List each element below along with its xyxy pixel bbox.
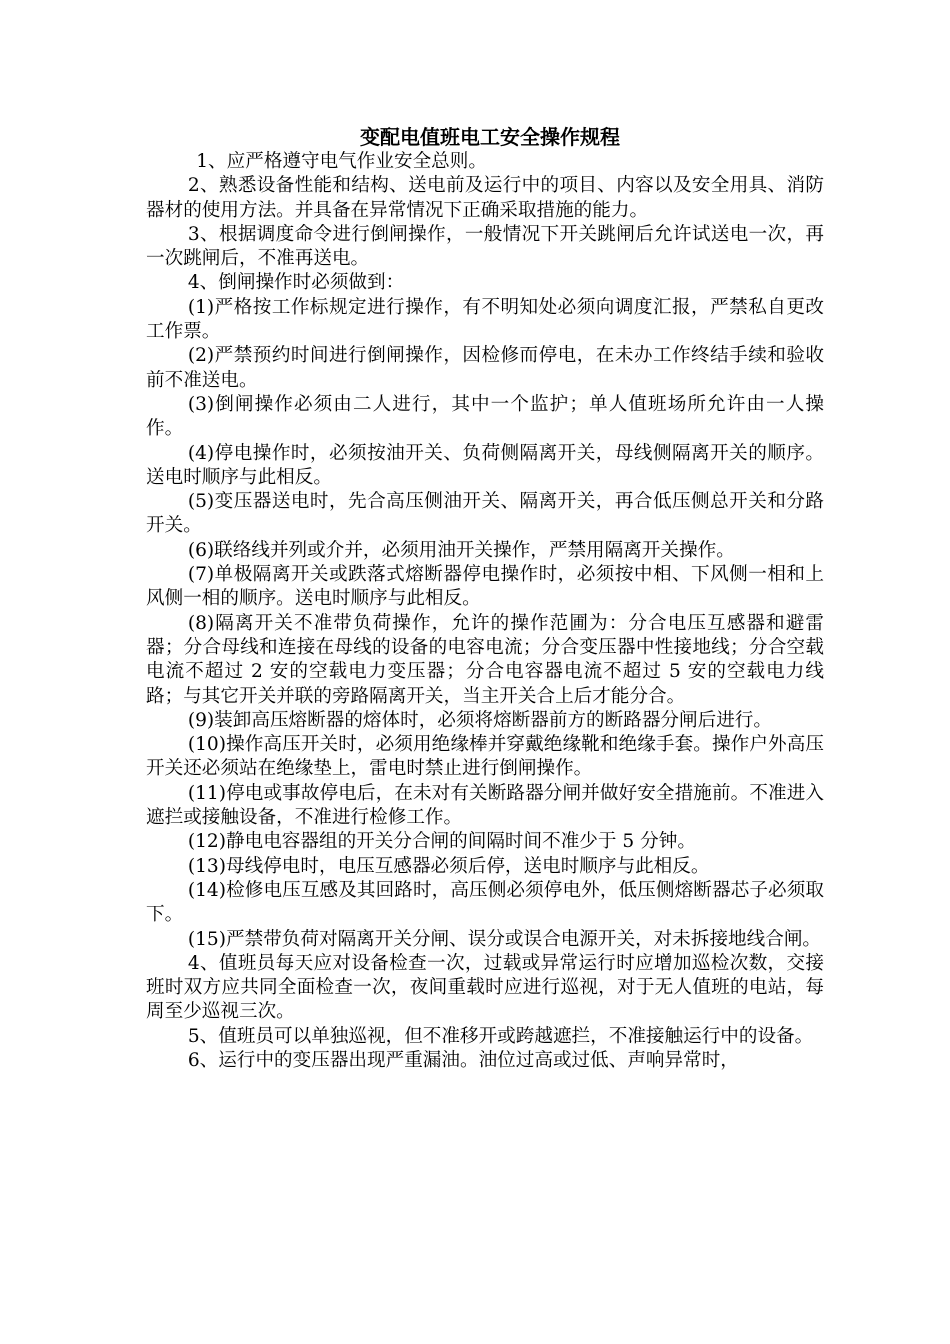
paragraph: 5、值班员可以单独巡视，但不准移开或跨越遮拦，不准接触运行中的设备。: [187, 1025, 814, 1047]
paragraph: 2、熟悉设备性能和结构、送电前及运行中的项目、内容以及安全用具、消防器材的使用方法。并具备在异常情况下正确采取措施的能力。: [146, 175, 824, 221]
paragraph: (5)变压器送电时，先合高压侧油开关、隔离开关，再合低压侧总开关和分路开关。: [146, 491, 824, 537]
paragraph: (8)隔离开关不准带负荷操作，允许的操作范圃为：分合电压互感器和避雷器；分合母线和连接在母线的设备的电容电流；分合变压器中性接地线；分合空载电流不超过 2 安的空载电力变压器；分合电容器电流不超过 5 安的空载电力线路；与其它开关并联的旁路隔离开关，当主开关合上后才能分合。: [146, 612, 824, 707]
document-title: 变配电值班电工安全操作规程: [360, 125, 620, 149]
paragraph: (13)母线停电时，电压互感器必须后停，送电时顺序与此相反。: [187, 855, 710, 877]
paragraph: (9)装卸高压熔断器的熔体时，必须将熔断器前方的断路器分闸后进行。: [187, 709, 772, 731]
paragraph: (14)检修电压互感及其回路时，高压侧必须停电外，低压侧熔断器芯子必须取下。: [146, 879, 824, 926]
paragraph: 3、根据调度命令进行倒闸操作，一般情况下开关跳闸后允许试送电一次，再一次跳闸后，不准再送电。: [146, 223, 824, 270]
paragraph: (15)严禁带负荷对隔离开关分闸、误分或误合电源开关，对未拆接地线合闸。: [187, 928, 822, 950]
paragraph: (12)静电电容器组的开关分合闸的间隔时间不准少于 5 分钟。: [187, 831, 696, 853]
paragraph: (4)停电操作时，必须按油开关、负荷侧隔离开关，母线侧隔离开关的顺序。送电时顺序与此相反。: [146, 442, 824, 488]
paragraph: 4、值班员每天应对设备检查一次，过载或异常运行时应增加巡检次数，交接班时双方应共同全面检查一次，夜间重载时应进行巡视，对于无人值班的电站，每周至少巡视三次。: [146, 952, 824, 1023]
paragraph: (10)操作高压开关时，必须用绝缘棒并穿戴绝缘靴和绝缘手套。操作户外高压开关还必须站在绝缘垫上，雷电时禁止进行倒闸操作。: [146, 734, 824, 780]
paragraph: (6)联络线并列或介并，必须用油开关操作，严禁用隔离开关操作。: [187, 539, 735, 561]
paragraph: (1)严格按工作标规定进行操作，有不明知处必须向调度汇报，严禁私自更改工作票。: [146, 296, 824, 343]
paragraph: (11)停电或事故停电后，在未对有关断路器分闸并做好安全措施前。不准进入遮拦或接触设备，不准进行检修工作。: [146, 782, 824, 829]
paragraph: 4、倒闸操作时必须做到：: [187, 272, 405, 294]
document-body: [146, 124, 824, 1073]
paragraph: (2)严禁预约时间进行倒闸操作，因检修而停电，在未办工作终结手续和验收前不准送电。: [146, 345, 824, 391]
paragraph: (7)单极隔离开关或跌落式熔断器停电操作时，必须按中相、下风侧一相和上风侧一相的顺序。送电时顺序与此相反。: [146, 564, 824, 610]
paragraph: (3)倒闸操作必须由二人进行，其中一个监护；单人值班场所允许由一人操作。: [146, 393, 824, 440]
paragraph: 6、运行中的变压器出现严重漏油。油位过高或过低、声响异常时，: [187, 1049, 739, 1071]
paragraph: 1、应严格遵守电气作业安全总则。: [196, 151, 487, 172]
